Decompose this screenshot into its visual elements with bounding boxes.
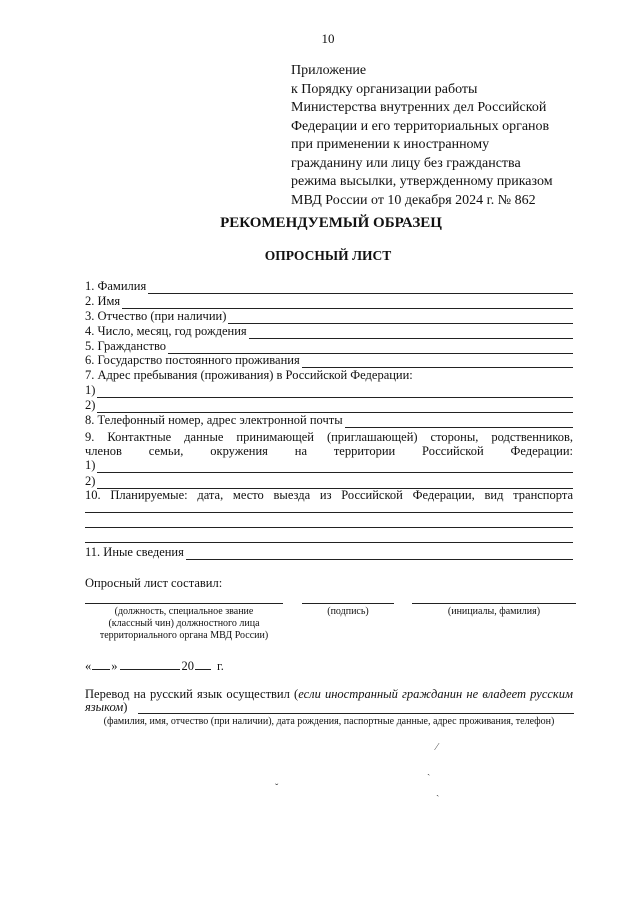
- field-label: 8. Телефонный номер, адрес электронной почты: [85, 413, 343, 427]
- appendix-line: Федерации и его территориальных органов: [291, 118, 550, 134]
- field-citizenship[interactable]: [85, 339, 573, 354]
- field-departure-line[interactable]: [85, 542, 573, 543]
- field-address-2[interactable]: [85, 398, 573, 413]
- field-line[interactable]: [228, 311, 573, 324]
- field-departure-line[interactable]: [85, 527, 573, 528]
- appendix-line: к Порядку организации работы: [291, 81, 478, 97]
- position-caption: территориального органа МВД России): [99, 630, 269, 641]
- translation-line: [85, 687, 573, 702]
- position-caption: (должность, специальное звание: [114, 606, 254, 617]
- field-other-info[interactable]: [85, 545, 573, 560]
- initials-caption: (инициалы, фамилия): [447, 606, 541, 617]
- field-departure-label: 10. Планируемые: дата, место выезда из Российской Федерации, вид транспорта: [85, 488, 573, 502]
- scan-mark: ˎ: [436, 786, 440, 797]
- field-contacts-label: 9. Контактные данные принимающей (приглашающей) стороны, родственников,: [85, 430, 573, 444]
- field-address-1[interactable]: [85, 383, 573, 398]
- field-label: 2. Имя: [85, 294, 121, 308]
- signature-line[interactable]: [302, 603, 394, 604]
- field-contacts-label-cont: членов семьи, окружения на территории Российской Федерации:: [85, 444, 573, 458]
- translation-text: Перевод на русский язык осуществил (: [85, 687, 299, 701]
- field-label: 6. Государство постоянного проживания: [85, 353, 300, 367]
- document-heading: РЕКОМЕНДУЕМЫЙ ОБРАЗЕЦ: [220, 215, 442, 231]
- position-line[interactable]: [85, 603, 283, 604]
- initials-line[interactable]: [412, 603, 576, 604]
- field-label: 5. Гражданство: [85, 339, 167, 353]
- item-number: 2): [85, 474, 96, 488]
- compiled-by-label: Опросный лист составил:: [85, 576, 223, 590]
- field-phone-email[interactable]: [85, 413, 573, 428]
- field-line[interactable]: [122, 296, 573, 309]
- translator-caption: (фамилия, имя, отчество (при наличии), дата рождения, паспортные данные, адрес проживания, телефон): [103, 716, 555, 727]
- field-line[interactable]: [97, 400, 573, 413]
- field-departure-line[interactable]: [85, 512, 573, 513]
- field-line[interactable]: [345, 415, 573, 428]
- date-quote-close: »: [111, 659, 118, 673]
- appendix-line: режима высылки, утвержденному приказом: [291, 174, 553, 189]
- field-address-label: 7. Адрес пребывания (проживания) в Российской Федерации:: [85, 368, 413, 382]
- field-label: 11. Иные сведения: [85, 545, 184, 559]
- form-title: ОПРОСНЫЙ ЛИСТ: [264, 248, 392, 263]
- date-year-field[interactable]: [195, 658, 211, 670]
- translation-close: ): [123, 700, 128, 714]
- field-line[interactable]: [148, 281, 573, 294]
- appendix-line: гражданину или лицу без гражданства: [291, 155, 521, 171]
- field-contact-2[interactable]: [85, 474, 573, 489]
- field-label: 3. Отчество (при наличии): [85, 309, 227, 323]
- field-patronymic[interactable]: [85, 309, 573, 324]
- field-residence-country[interactable]: [85, 353, 573, 368]
- date-quote-open: «: [85, 659, 92, 673]
- field-birth-date[interactable]: [85, 324, 573, 339]
- field-label: 1. Фамилия: [85, 279, 147, 293]
- item-number: 1): [85, 458, 96, 472]
- date-year-suffix: г.: [217, 659, 224, 673]
- field-contact-1[interactable]: [85, 458, 573, 473]
- appendix-title: Приложение: [291, 63, 367, 78]
- position-caption: (классный чин) должностного лица: [108, 618, 260, 629]
- date-day-field[interactable]: [92, 658, 110, 670]
- date-month-field[interactable]: [120, 658, 180, 670]
- field-first-name[interactable]: [85, 294, 573, 309]
- translator-line[interactable]: [138, 713, 574, 714]
- translation-condition: если иностранный гражданин не владеет русским: [298, 687, 573, 701]
- page-number: 10: [321, 31, 335, 46]
- scan-mark: ˇ: [275, 783, 279, 794]
- field-line[interactable]: [249, 326, 573, 339]
- field-line[interactable]: [97, 460, 573, 473]
- scan-mark: ⁄: [436, 742, 438, 753]
- field-line[interactable]: [302, 355, 573, 368]
- translation-line-cont: [85, 700, 127, 715]
- item-number: 1): [85, 383, 96, 397]
- translation-condition-cont: языком: [85, 700, 124, 714]
- date-year-prefix: 20: [181, 659, 194, 673]
- field-line[interactable]: [186, 547, 573, 560]
- appendix-line: МВД России от 10 декабря 2024 г. № 862: [291, 192, 536, 208]
- signature-caption: (подпись): [327, 606, 369, 617]
- date-line: [85, 658, 224, 674]
- appendix-line: Министерства внутренних дел Российской: [291, 100, 547, 115]
- field-last-name[interactable]: [85, 279, 573, 294]
- field-line[interactable]: [97, 385, 573, 398]
- appendix-line: при применении к иностранному: [291, 137, 490, 152]
- field-label: 4. Число, месяц, год рождения: [85, 324, 247, 338]
- scan-mark: ˎ: [427, 765, 431, 776]
- item-number: 2): [85, 398, 96, 412]
